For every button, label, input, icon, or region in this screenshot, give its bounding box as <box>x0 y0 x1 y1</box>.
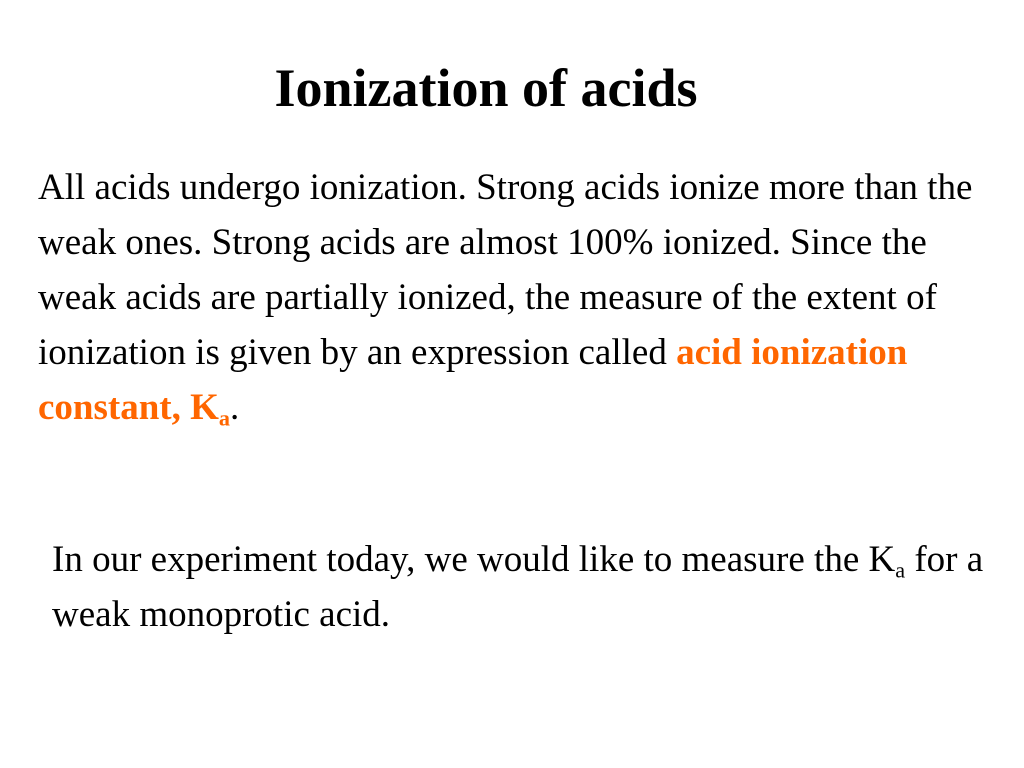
experiment-text-start: In our experiment today, we would like to measure the K <box>52 539 896 580</box>
intro-text: All acids undergo ionization. Strong acids ionize more than the weak ones. Strong acids are almost 100% ionized. Since the weak acids are partially ionized, the measure of the extent of ionization is given by an expression called <box>38 167 973 373</box>
intro-paragraph <box>38 160 998 435</box>
highlighted-term-text: acid ionization constant, K <box>38 332 908 428</box>
term-subscript: a <box>218 405 230 431</box>
experiment-paragraph <box>52 532 1012 642</box>
ka-subscript: a <box>895 557 906 583</box>
intro-period: . <box>230 387 240 428</box>
experiment-text-end: for a weak monoprotic acid. <box>52 539 984 635</box>
slide-title: Ionization of acids <box>274 58 698 118</box>
